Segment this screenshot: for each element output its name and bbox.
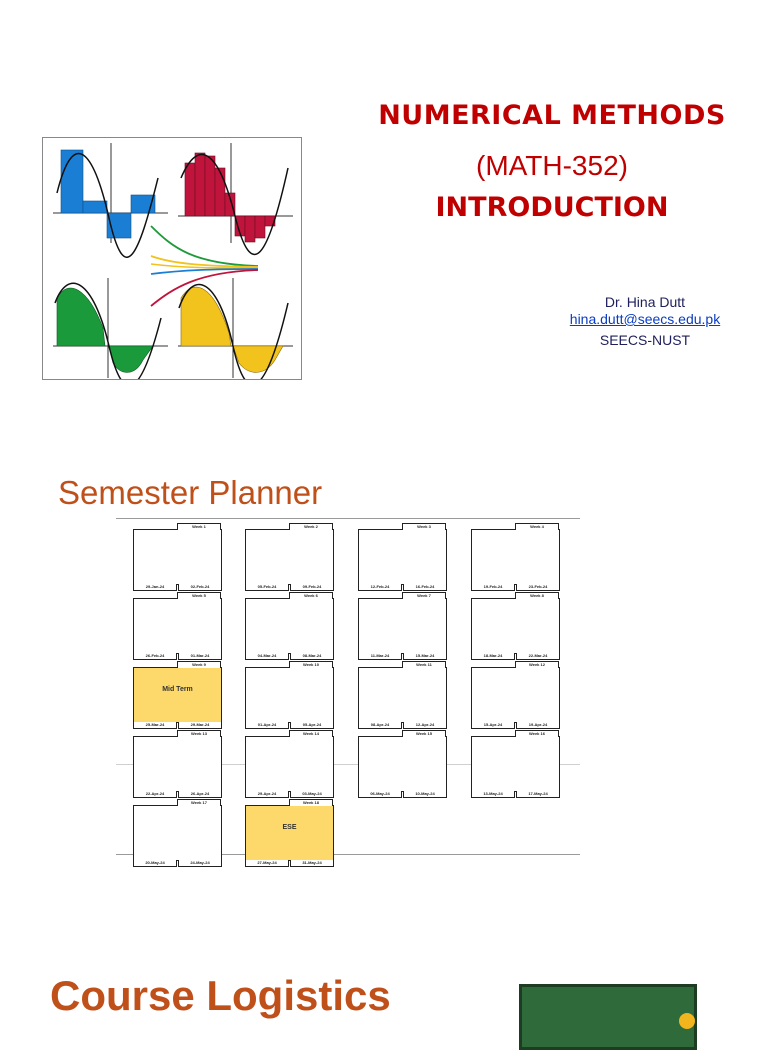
week-end-date: 17-May-24 (516, 791, 560, 798)
week-label: Week 9 (177, 661, 221, 668)
green-bars-panel (53, 278, 168, 379)
week-card (245, 800, 334, 865)
week-card (245, 524, 334, 589)
week-start-date: 08-Apr-24 (358, 722, 402, 729)
week-card (358, 593, 447, 658)
week-start-date: 12-Feb-24 (358, 584, 402, 591)
week-label: Week 6 (289, 592, 333, 599)
week-start-date: 18-Mar-24 (471, 653, 515, 660)
week-end-date: 16-Feb-24 (403, 584, 447, 591)
week-note: Mid Term (162, 686, 193, 693)
week-end-date: 01-Mar-24 (178, 653, 222, 660)
week-end-date: 12-Apr-24 (403, 722, 447, 729)
week-card (245, 731, 334, 796)
week-label: Week 13 (177, 730, 221, 737)
week-label: Week 1 (177, 523, 221, 530)
week-start-date: 20-May-24 (133, 860, 177, 867)
week-end-date: 05-Apr-24 (290, 722, 334, 729)
week-start-date: 19-Feb-24 (471, 584, 515, 591)
week-end-date: 09-Feb-24 (290, 584, 334, 591)
week-start-date: 15-Apr-24 (471, 722, 515, 729)
logistics-title: Course Logistics (50, 972, 391, 1019)
week-card (471, 662, 560, 727)
week-end-date: 15-Mar-24 (403, 653, 447, 660)
week-start-date: 04-Mar-24 (245, 653, 289, 660)
author-institution: SEECS-NUST (599, 332, 691, 348)
week-note: ESE (282, 824, 297, 831)
week-start-date: 01-Apr-24 (245, 722, 289, 729)
week-card (358, 524, 447, 589)
week-start-date: 06-May-24 (358, 791, 402, 798)
week-end-date: 10-May-24 (403, 791, 447, 798)
week-start-date: 25-Mar-24 (133, 722, 177, 729)
week-end-date: 08-Mar-24 (290, 653, 334, 660)
week-start-date: 22-Apr-24 (133, 791, 177, 798)
week-start-date: 11-Mar-24 (358, 653, 402, 660)
week-start-date: 29-Apr-24 (245, 791, 289, 798)
week-label: Week 10 (289, 661, 333, 668)
week-end-date: 22-Mar-24 (516, 653, 560, 660)
week-card (133, 800, 222, 865)
week-start-date: 27-May-24 (245, 860, 289, 867)
week-label: Week 12 (515, 661, 559, 668)
author-name: Dr. Hina Dutt (604, 294, 686, 310)
week-start-date: 05-Feb-24 (245, 584, 289, 591)
week-end-date: 02-Feb-24 (178, 584, 222, 591)
week-label: Week 2 (289, 523, 333, 530)
week-label: Week 5 (177, 592, 221, 599)
week-end-date: 31-May-24 (290, 860, 334, 867)
course-code: (MATH-352) (476, 150, 628, 181)
week-card (133, 524, 222, 589)
week-end-date: 29-Mar-24 (178, 722, 222, 729)
yellow-bars-panel (178, 278, 293, 379)
author-email-link[interactable]: hina.dutt@seecs.edu.pk (569, 311, 721, 327)
slide-subtitle: INTRODUCTION (435, 192, 669, 223)
week-card (471, 524, 560, 589)
week-end-date: 23-Feb-24 (516, 584, 560, 591)
author-block (530, 294, 760, 349)
week-label: Week 7 (402, 592, 446, 599)
week-card (133, 731, 222, 796)
week-label: Week 15 (402, 730, 446, 737)
week-card (358, 662, 447, 727)
week-start-date: 26-Feb-24 (133, 653, 177, 660)
week-card (245, 593, 334, 658)
week-start-date: 29-Jan-24 (133, 584, 177, 591)
week-label: Week 17 (177, 799, 221, 806)
week-end-date: 26-Apr-24 (178, 791, 222, 798)
week-card (133, 593, 222, 658)
week-label: Week 3 (402, 523, 446, 530)
week-card (358, 731, 447, 796)
week-start-date: 13-May-24 (471, 791, 515, 798)
week-label: Week 16 (515, 730, 559, 737)
week-end-date: 03-May-24 (290, 791, 334, 798)
week-label: Week 18 (289, 799, 333, 806)
week-card (133, 662, 222, 727)
week-end-date: 24-May-24 (178, 860, 222, 867)
planner-title: Semester Planner (58, 474, 323, 511)
planner-top-divider (116, 518, 580, 519)
week-end-date: 19-Apr-24 (516, 722, 560, 729)
week-label: Week 14 (289, 730, 333, 737)
chalkboard-icon (519, 984, 697, 1050)
week-label: Week 11 (402, 661, 446, 668)
week-label: Week 8 (515, 592, 559, 599)
slide-title: NUMERICAL METHODS (378, 100, 726, 131)
week-card (471, 593, 560, 658)
chalkboard-badge-icon (679, 1013, 695, 1029)
week-label: Week 4 (515, 523, 559, 530)
week-card (471, 731, 560, 796)
week-card (245, 662, 334, 727)
